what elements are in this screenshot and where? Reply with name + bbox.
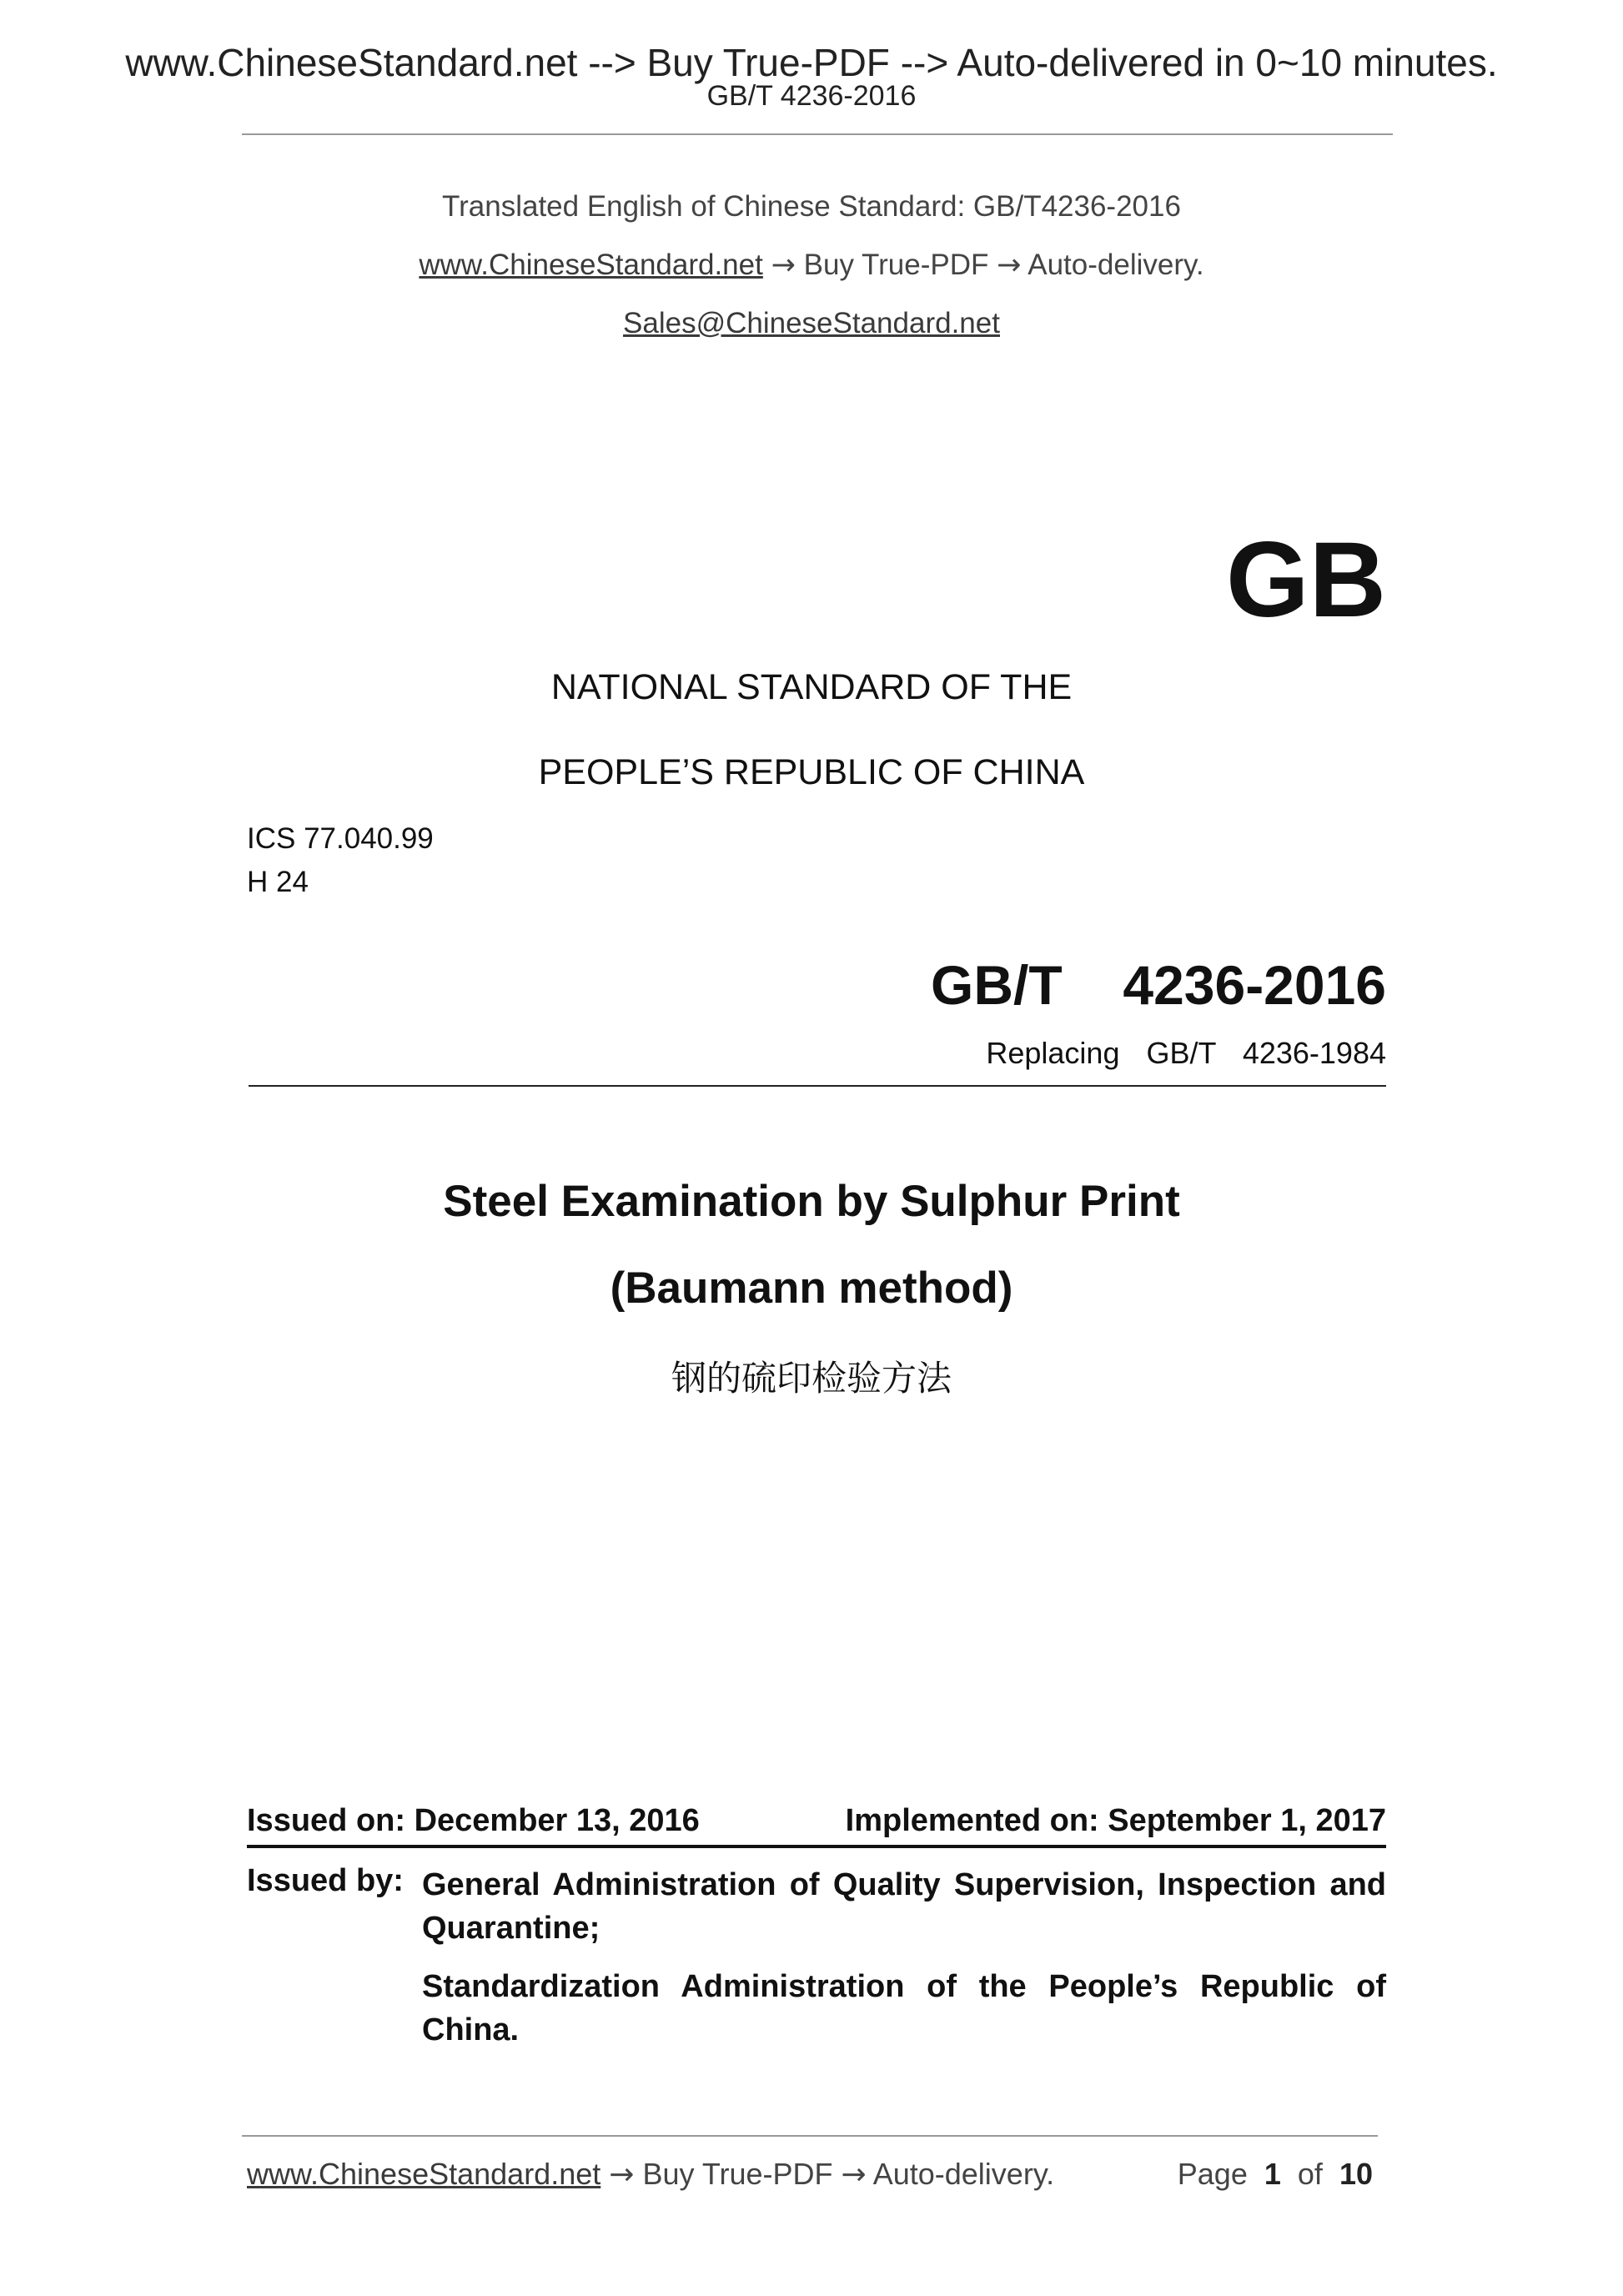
issuer-gaqsiq: General Administration of Quality Supervision, Inspection and Quarantine; (422, 1867, 1386, 1946)
ccs-code: H 24 (247, 866, 309, 898)
page-label: Page (1177, 2157, 1248, 2191)
ics-code: ICS 77.040.99 (247, 822, 434, 855)
gb-mark: GB (1226, 520, 1386, 640)
sales-email-link[interactable]: Sales@ChineseStandard.net (623, 307, 1000, 339)
buy-true-pdf-text: Buy True-PDF (803, 249, 989, 281)
translated-notice: Translated English of Chinese Standard: GB/T4236-2016 (442, 190, 1181, 223)
title-divider (249, 1085, 1386, 1087)
header-standard-code: GB/T 4236-2016 (706, 80, 917, 112)
page-current: 1 (1264, 2157, 1281, 2191)
page-of: of (1297, 2157, 1323, 2191)
top-banner: www.ChineseStandard.net --> Buy True-PDF --> Auto-delivered in 0~10 minutes. (125, 41, 1498, 84)
header-divider (242, 133, 1393, 135)
document-title: Steel Examination by Sulphur Print (443, 1177, 1180, 1226)
standard-number: GB/T 4236-2016 (931, 954, 1386, 1016)
site-link[interactable]: www.ChineseStandard.net (419, 249, 763, 281)
page-indicator (1178, 2157, 1373, 2192)
document-subtitle: (Baumann method) (610, 1264, 1013, 1313)
document-title-chinese: 钢的硫印检验方法 (671, 1358, 952, 1399)
footer-divider (242, 2135, 1378, 2137)
issuer-sac: Standardization Administration of the People’s Republic of China. (422, 1969, 1386, 2047)
right-arrow-icon: → (771, 249, 796, 282)
right-arrow-icon: → (997, 249, 1022, 282)
issued-by-label: Issued by: (247, 1863, 404, 1898)
footer-site-link[interactable]: www.ChineseStandard.net (247, 2157, 601, 2191)
replacing-note: Replacing GB/T 4236-1984 (986, 1036, 1386, 1070)
footer-purchase-line (247, 2157, 1054, 2192)
auto-delivery-text: Auto-delivery. (1028, 249, 1204, 281)
purchase-line (0, 249, 1623, 282)
implemented-on-date: Implemented on: September 1, 2017 (845, 1803, 1386, 1838)
national-standard-line-1: NATIONAL STANDARD OF THE (550, 667, 1073, 707)
right-arrow-icon: → (609, 2158, 635, 2192)
right-arrow-icon: → (841, 2158, 867, 2192)
dates-divider (247, 1845, 1386, 1848)
footer-delivery-text: Auto-delivery. (872, 2157, 1055, 2191)
issued-on-date: Issued on: December 13, 2016 (247, 1803, 700, 1838)
footer-buy-text: Buy True-PDF (642, 2157, 833, 2191)
sales-email-line (0, 307, 1623, 340)
page-total: 10 (1339, 2157, 1373, 2191)
national-standard-line-2: PEOPLE’S REPUBLIC OF CHINA (538, 752, 1085, 792)
